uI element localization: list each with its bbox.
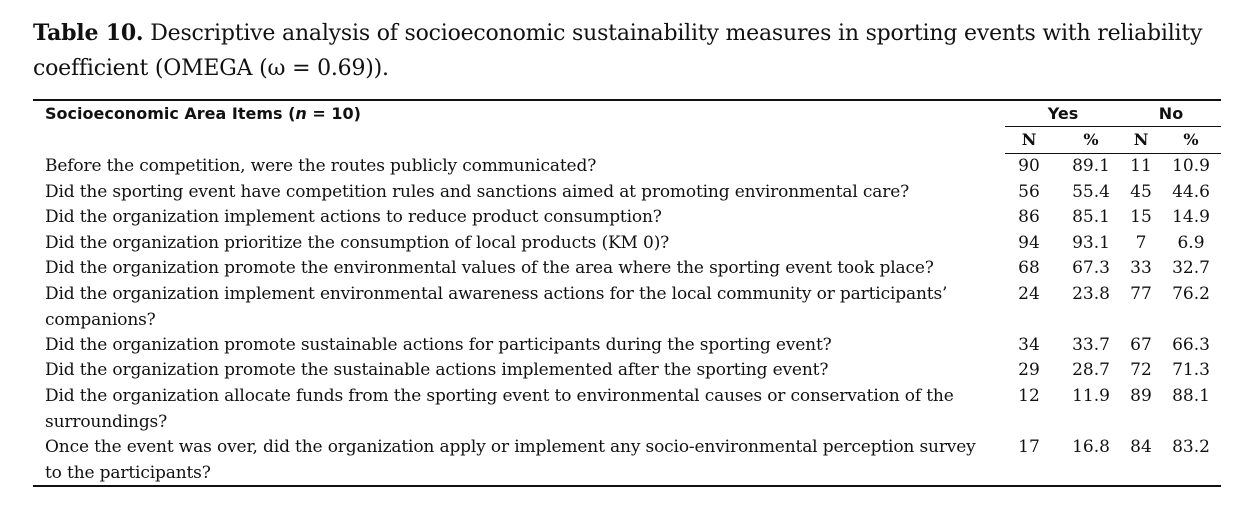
cell-no-n: 11 (1130, 156, 1152, 176)
row-question: Did the sporting event have competition rules and sanctions aimed at promoting environmental care? (45, 182, 910, 202)
header-items-prefix: Socioeconomic Area Items ( (45, 104, 296, 123)
cell-yes-n: 24 (1018, 284, 1040, 304)
header-no: No (1158, 104, 1184, 123)
cell-yes-n: 94 (1018, 233, 1040, 253)
header-no-n: N (1133, 130, 1149, 149)
row-question: Did the organization promote sustainable actions for participants during the sporting event? (45, 335, 832, 355)
row-question: Did the organization prioritize the consumption of local products (KM 0)? (45, 233, 670, 253)
cell-yes-pct: 55.4 (1072, 182, 1110, 202)
row-question: Before the competition, were the routes publicly communicated? (45, 156, 597, 176)
cell-yes-pct: 11.9 (1072, 386, 1110, 406)
cell-yes-n: 86 (1018, 207, 1040, 227)
header-yes-n: N (1021, 130, 1037, 149)
cell-yes-pct: 23.8 (1072, 284, 1110, 304)
cell-yes-pct: 89.1 (1072, 156, 1110, 176)
header-group-rule (1005, 126, 1221, 127)
header-items (45, 104, 361, 124)
header-yes: Yes (1047, 104, 1079, 123)
cell-yes-pct: 85.1 (1072, 207, 1110, 227)
cell-yes-n: 90 (1018, 156, 1040, 176)
cell-no-n: 84 (1130, 437, 1152, 457)
row-question: Did the organization implement environmental awareness actions for the local community or participants’ companions? (45, 284, 948, 330)
cell-yes-n: 17 (1018, 437, 1040, 457)
row-question: Once the event was over, did the organization apply or implement any socio-environmental perception survey to the participants? (45, 437, 976, 483)
header-yes-pct: % (1083, 130, 1099, 149)
cell-no-n: 72 (1130, 360, 1152, 380)
cell-yes-n: 34 (1018, 335, 1040, 355)
table-top-rule (33, 99, 1221, 101)
cell-no-pct: 32.7 (1172, 258, 1210, 278)
cell-yes-pct: 28.7 (1072, 360, 1110, 380)
cell-no-pct: 44.6 (1172, 182, 1210, 202)
cell-yes-pct: 33.7 (1072, 335, 1110, 355)
cell-no-pct: 14.9 (1172, 207, 1210, 227)
cell-no-n: 15 (1130, 207, 1152, 227)
row-question: Did the organization implement actions to reduce product consumption? (45, 207, 662, 227)
table-caption (33, 16, 1223, 86)
cell-no-n: 45 (1130, 182, 1152, 202)
cell-no-n: 67 (1130, 335, 1152, 355)
cell-yes-n: 56 (1018, 182, 1040, 202)
cell-yes-pct: 67.3 (1072, 258, 1110, 278)
header-items-suffix: = 10) (306, 104, 361, 123)
cell-no-n: 89 (1130, 386, 1152, 406)
cell-no-pct: 71.3 (1172, 360, 1210, 380)
cell-yes-pct: 93.1 (1072, 233, 1110, 253)
row-question: Did the organization allocate funds from the sporting event to environmental causes or conservation of the surroundings? (45, 386, 954, 432)
cell-no-pct: 76.2 (1172, 284, 1210, 304)
header-no-pct: % (1183, 130, 1199, 149)
caption-text: Descriptive analysis of socioeconomic sustainability measures in sporting events with reliability coefficient (OMEGA (ω = 0.69)). (33, 21, 1203, 81)
cell-no-pct: 83.2 (1172, 437, 1210, 457)
cell-yes-pct: 16.8 (1072, 437, 1110, 457)
cell-no-pct: 10.9 (1172, 156, 1210, 176)
cell-no-n: 33 (1130, 258, 1152, 278)
row-question: Did the organization promote the environmental values of the area where the sporting event took place? (45, 258, 934, 278)
cell-yes-n: 68 (1018, 258, 1040, 278)
caption-label: Table 10. (33, 20, 144, 46)
header-items-n: n (295, 104, 307, 123)
cell-no-pct: 88.1 (1172, 386, 1210, 406)
cell-no-pct: 6.9 (1177, 233, 1205, 253)
table-bottom-rule (33, 485, 1221, 487)
cell-no-pct: 66.3 (1172, 335, 1210, 355)
row-question: Did the organization promote the sustainable actions implemented after the sporting event? (45, 360, 829, 380)
cell-yes-n: 29 (1018, 360, 1040, 380)
cell-no-n: 77 (1130, 284, 1152, 304)
cell-no-n: 7 (1135, 233, 1147, 253)
cell-yes-n: 12 (1018, 386, 1040, 406)
